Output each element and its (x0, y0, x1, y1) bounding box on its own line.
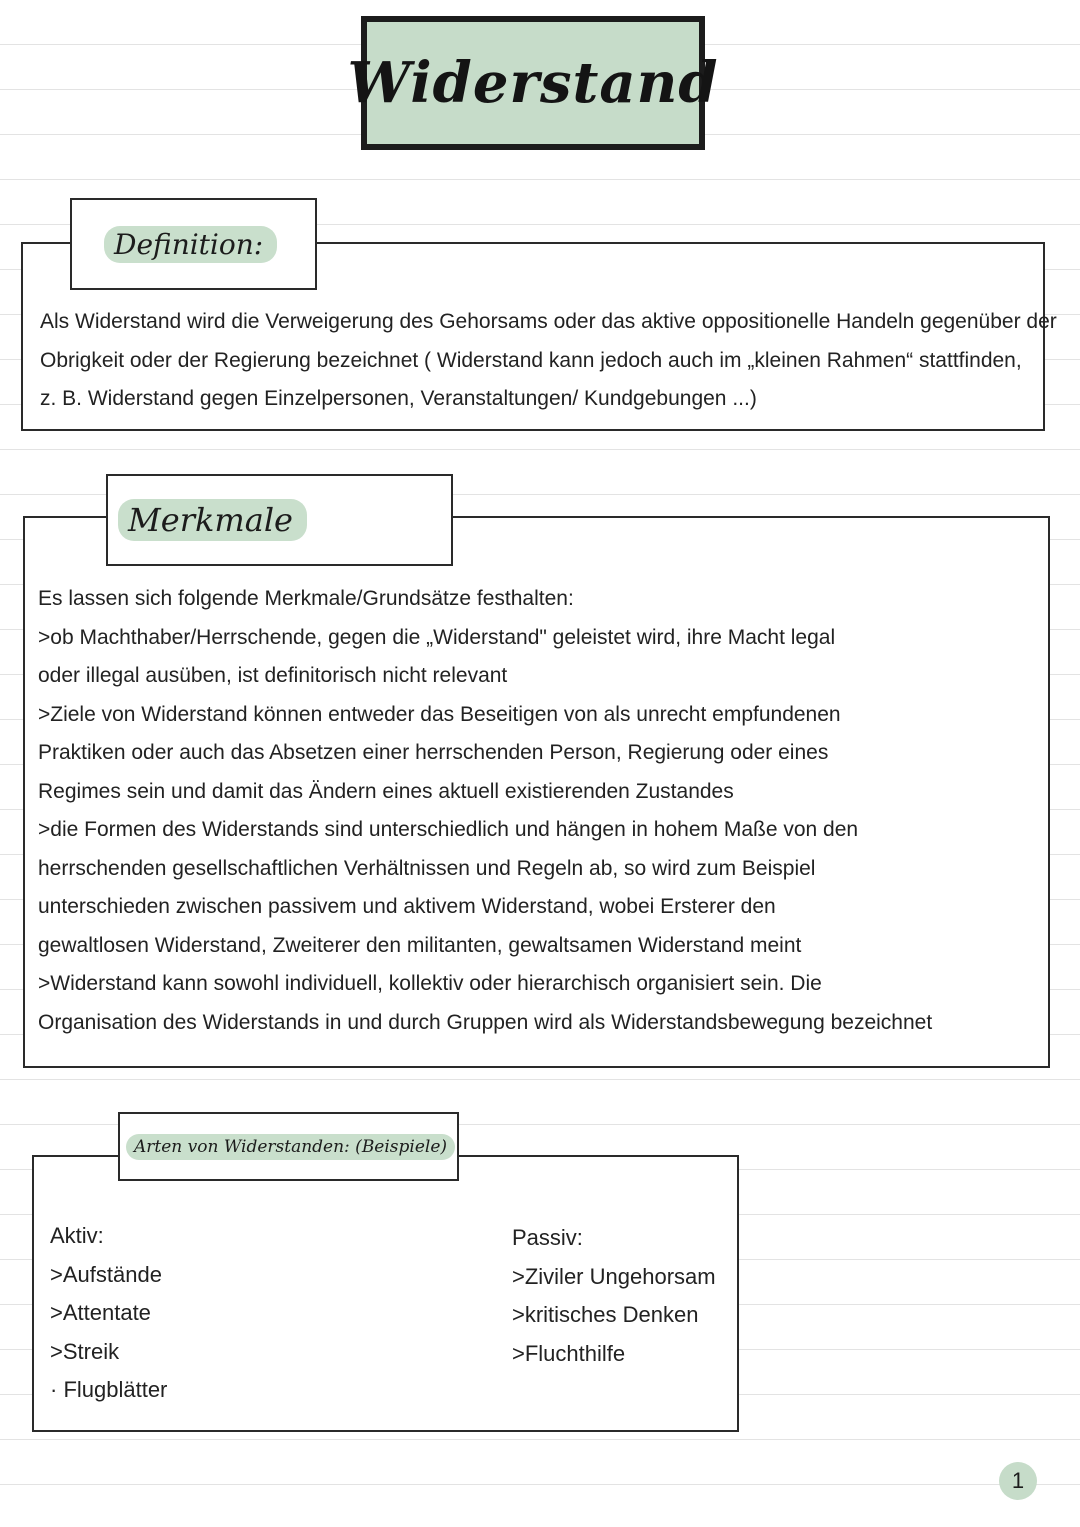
merkmale-line: herrschenden gesellschaftlichen Verhältnissen und Regeln ab, so wird zum Beispiel (38, 856, 816, 880)
aktiv-item: >Attentate (50, 1300, 151, 1325)
definition-line: Als Widerstand wird die Verweigerung des Gehorsams oder das aktive oppositionelle Handeln gegenüber der (40, 310, 1057, 333)
merkmale-heading-tab (106, 474, 453, 566)
title-box (347, 16, 719, 150)
merkmale-line: >Ziele von Widerstand können entweder das Beseitigen von als unrecht empfundenen (38, 702, 841, 726)
merkmale-text (38, 580, 932, 1042)
aktiv-item: · Flugblätter (50, 1377, 168, 1402)
merkmale-line: gewaltlosen Widerstand, Zweiterer den militanten, gewaltsamen Widerstand meint (38, 933, 802, 957)
passiv-item: >Ziviler Ungehorsam (512, 1263, 716, 1289)
passiv-item: >Fluchthilfe (512, 1340, 626, 1366)
arten-heading-tab (118, 1112, 459, 1181)
passiv-column (512, 1219, 716, 1373)
aktiv-item: >Streik (50, 1338, 120, 1364)
passiv-item: >kritisches Denken (512, 1302, 699, 1327)
merkmale-line: >Widerstand kann sowohl individuell, kollektiv oder hierarchisch organisiert sein. Die (38, 972, 822, 995)
definition-text (40, 303, 1057, 419)
aktiv-column (50, 1217, 167, 1410)
merkmale-line: oder illegal ausüben, ist definitorisch nicht relevant (38, 664, 508, 687)
merkmale-line: >die Formen des Widerstands sind unterschiedlich und hängen in hohem Maße von den (38, 818, 859, 841)
merkmale-heading: Merkmale (118, 499, 307, 541)
merkmale-line: Regimes sein und damit das Ändern eines aktuell existierenden Zustandes (38, 779, 734, 803)
aktiv-label: Aktiv: (50, 1223, 104, 1248)
passiv-label: Passiv: (512, 1225, 583, 1250)
definition-heading: Definition: (104, 226, 277, 263)
definition-line: z. B. Widerstand gegen Einzelpersonen, Veranstaltungen/ Kundgebungen ...) (40, 387, 757, 410)
page-title: Widerstand (347, 50, 719, 116)
arten-heading: Arten von Widerstanden: (Beispiele) (126, 1134, 455, 1160)
merkmale-line: >ob Machthaber/Herrschende, gegen die „Widerstand" geleistet wird, ihre Macht legal (38, 625, 836, 649)
aktiv-item: >Aufstände (50, 1261, 162, 1287)
merkmale-line: unterschieden zwischen passivem und aktivem Widerstand, wobei Ersterer den (38, 895, 776, 918)
merkmale-line: Es lassen sich folgende Merkmale/Grundsätze festhalten: (38, 587, 574, 610)
page-number: 1 (1011, 1468, 1025, 1493)
definition-line: Obrigkeit oder der Regierung bezeichnet ( Widerstand kann jedoch auch im „kleinen Rahmen“ stattfinden, (40, 348, 1022, 372)
merkmale-line: Organisation des Widerstands in und durch Gruppen wird als Widerstandsbewegung bezeichnet (38, 1010, 933, 1034)
definition-heading-tab (70, 198, 317, 290)
page-number-badge (999, 1462, 1037, 1500)
merkmale-line: Praktiken oder auch das Absetzen einer herrschenden Person, Regierung oder eines (38, 741, 829, 764)
